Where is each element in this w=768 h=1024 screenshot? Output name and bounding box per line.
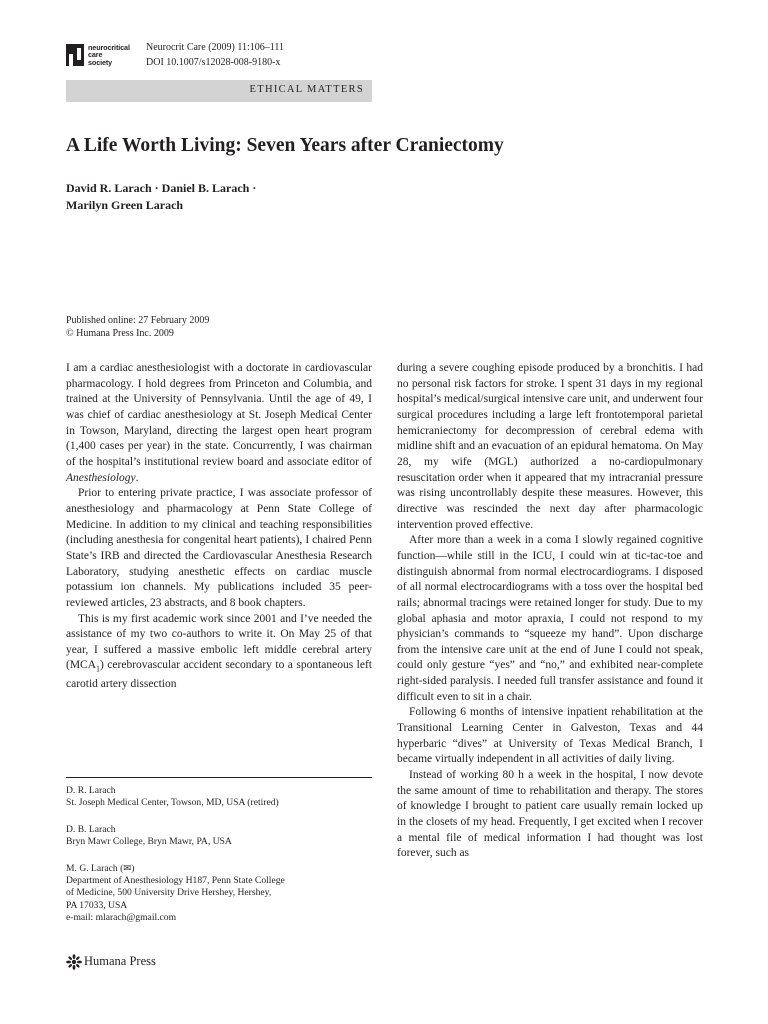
- affiliation-author: D. B. Larach: [66, 824, 116, 835]
- paragraph-text: ) cerebrovascular accident secondary to a spontaneous left carotid artery dissection: [66, 659, 372, 691]
- affiliation-address: PA 17033, USA: [66, 899, 128, 911]
- paragraph: Prior to entering private practice, I was associate professor of anesthesiology and pharmacology at Penn State College of Medicine. In addition to my clinical and teaching responsibilities (including anesthesia for congenital heart patients), I chaired Penn State’s IRB and directed the Cardiovascular Anesthesia Research Laboratory, studying anesthetic effects on cardiac muscle potassium ion channels. My publications included 35 peer-reviewed articles, 23 abstracts, and 8 book chapters.: [66, 487, 372, 609]
- affiliation-address: Department of Anesthesiology H187, Penn State College: [66, 875, 285, 887]
- affiliation-address: of Medicine, 500 University Drive Hershey, Hershey,: [66, 887, 272, 899]
- subscript: 1: [96, 664, 101, 674]
- authors-line-2: Marilyn Green Larach: [66, 198, 184, 212]
- logo-line-3: society: [88, 57, 113, 67]
- paragraph: After more than a week in a coma I slowly regained cognitive function—while still in the ICU, I could win at tic-tac-toe and distinguish abnormal from normal electrocardiograms. I disposed of all normal electrocardiograms with a toss over the hospital bed rails; abnormal tracings were retained longer for study. Due to my global aphasia and motor apraxia, I could not respond to my physician’s commands to “squeeze my hand”. Upon discharge from the intensive care unit at the end of June I could not speak, could only gesture “yes” and “no,” and exhibited near-complete right-sided paralysis. I needed full transfer assistance and found it difficult even to sit in a chair.: [397, 534, 703, 703]
- affiliation-address: St. Joseph Medical Center, Towson, MD, USA (retired): [66, 797, 279, 809]
- logo-line-2: care: [88, 50, 103, 60]
- published-date: Published online: 27 February 2009: [66, 315, 210, 326]
- paragraph: during a severe coughing episode produced by a bronchitis. I had no personal risk factors for stroke. I spent 31 days in my regional hospital’s medical/surgical intensive care unit, and underwent four surgical procedures including a large left frontotemporal parietal hemicraniectomy for decompression of cerebral edema with midline shift and an evacuation of an epidural hematoma. On May 28, my wife (MGL) authorized a no-cardiopulmonary resuscitation order when it appeared that my intracranial pressure was rising uncontrollably despite these measures. However, this directive was rescinded the next day after pharmacologic intervention proved effective.: [397, 362, 703, 531]
- doi-link[interactable]: DOI 10.1007/s12028-008-9180-x: [146, 57, 281, 68]
- logo-line-1: neurocritical: [88, 43, 130, 52]
- affiliation-author: M. G. Larach (✉): [66, 863, 135, 874]
- email-link[interactable]: e-mail: mlarach@gmail.com: [66, 911, 177, 923]
- body-column-left: [66, 361, 372, 693]
- publication-info: [66, 314, 209, 340]
- article-title: A Life Worth Living: Seven Years after Craniectomy: [66, 135, 504, 156]
- paragraph: Instead of working 80 h a week in the hospital, I now devote the same amount of time to rehabilitation and therapy. The stores of knowledge I brought to patient care usually remain locked up in the closets of my head. Frequently, I get excited when I recover a mental file of medical information I had thought was lost forever, such as: [397, 769, 703, 860]
- publisher-name: Humana Press: [84, 954, 156, 968]
- paragraph-text: This is my first academic work since 2001 and I’ve needed the assistance of my two co-authors to write it. On May 25 of that year, I suffered a massive embolic left middle cerebral artery (MCA: [66, 612, 372, 672]
- paragraph-text: I am a cardiac anesthesiologist with a doctorate in cardiovascular pharmacology. I hold degrees from Princeton and Columbia, and trained at the University of Pennsylvania. Until the age of 49, I was chief of cardiac anesthesiology at St. Joseph Medical Center in Towson, Maryland, directing the largest open heart program (1,400 cases per year) in the state. Concurrently, I was chairman of the hospital’s institutional review board and associate editor of: [66, 362, 372, 468]
- journal-citation: Neurocrit Care (2009) 11:106–111: [146, 42, 285, 53]
- paragraph: [66, 361, 372, 486]
- affiliation-author: D. R. Larach: [66, 785, 116, 796]
- affiliation-address: Bryn Mawr College, Bryn Mawr, PA, USA: [66, 836, 232, 848]
- author-list: [66, 180, 256, 214]
- footnote-divider: [66, 777, 372, 778]
- affiliation-1: [66, 785, 372, 809]
- affiliation-3: [66, 863, 372, 924]
- paragraph: Following 6 months of intensive inpatient rehabilitation at the Transitional Learning Center in Galveston, Texas and 44 hyperbaric “dives” at University of Texas Medical Branch, I became virtually independent in all activities of daily living.: [397, 706, 703, 766]
- section-label: ETHICAL MATTERS: [249, 84, 364, 95]
- section-banner: [66, 80, 372, 102]
- body-column-right: [397, 361, 703, 862]
- paragraph: [66, 612, 372, 694]
- journal-logo: [66, 43, 130, 70]
- affiliation-2: [66, 824, 372, 848]
- copyright: © Humana Press Inc. 2009: [66, 328, 174, 339]
- paragraph-text: .: [135, 471, 139, 484]
- humana-flower-icon: [66, 954, 82, 970]
- neurocritical-care-society-logo-icon: [66, 44, 84, 66]
- logo-text: [88, 44, 130, 66]
- authors-line-1: David R. Larach · Daniel B. Larach ·: [66, 181, 257, 195]
- journal-name: Anesthesiology: [66, 471, 136, 484]
